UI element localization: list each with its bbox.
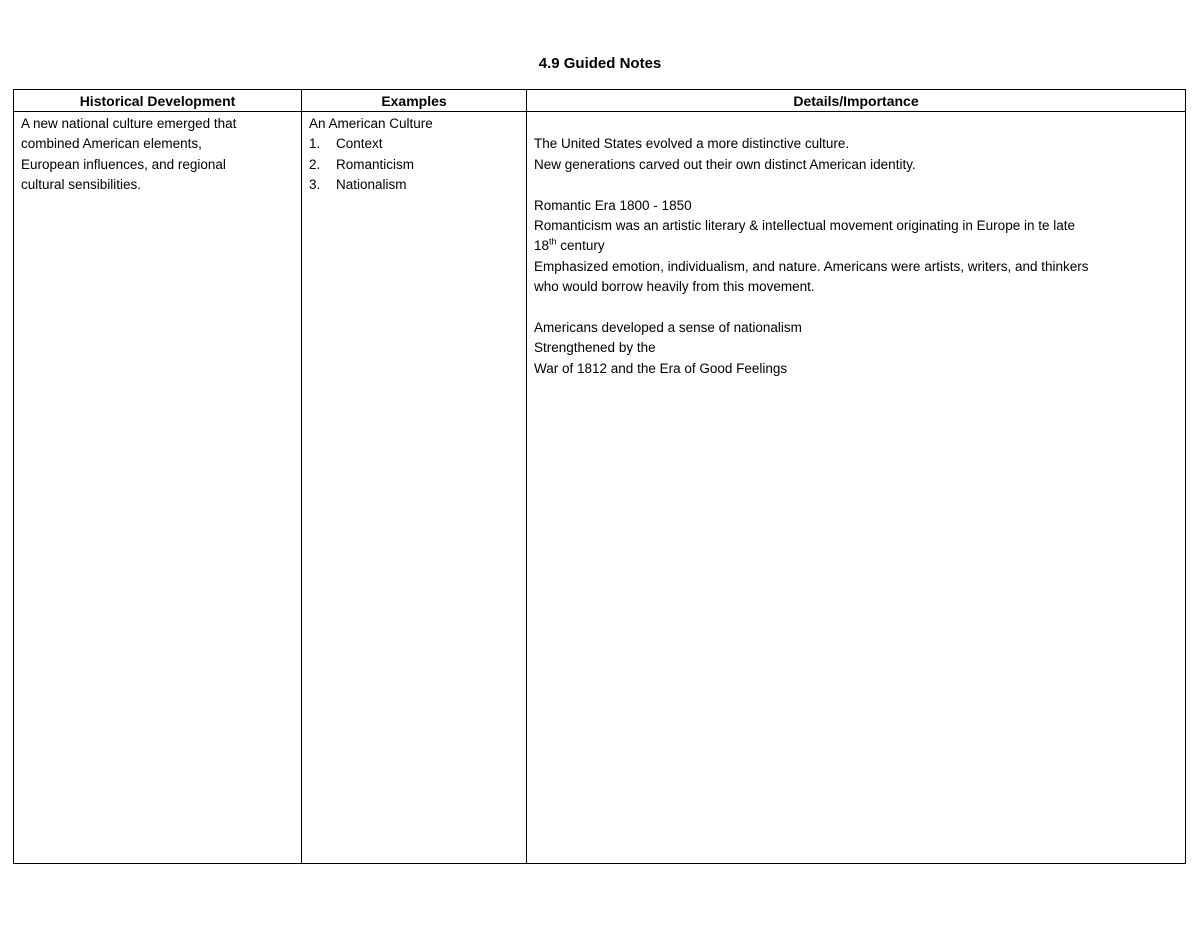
text-line: European influences, and regional [21,156,226,172]
text-line: Strengthened by the [534,340,656,356]
century-word: century [556,238,605,254]
list-text: Context [336,136,383,152]
guided-notes-table [13,89,1186,864]
text-line: Emphasized emotion, individualism, and nature. Americans were artists, writers, and thinkers [534,258,1089,274]
list-item [309,134,519,154]
list-text: Nationalism [336,177,407,193]
details-cell [527,112,1185,381]
header-historical-development: Historical Development [14,90,301,112]
text-line: A new national culture emerged that [21,116,237,131]
examples-heading: An American Culture [309,116,433,131]
header-details-importance: Details/Importance [527,90,1185,112]
text-line: Americans developed a sense of nationalism [534,320,802,336]
list-number: 1. [309,136,321,152]
list-item [309,155,519,175]
list-text: Romanticism [336,156,415,172]
list-number: 3. [309,177,321,193]
text-line: combined American elements, [21,136,202,152]
column-examples [302,90,527,863]
historical-development-cell [14,112,301,198]
list-item [309,175,519,195]
column-details-importance [527,90,1185,863]
text-line: Romanticism was an artistic literary & intellectual movement originating in Europe in te late [534,218,1075,233]
text-line: War of 1812 and the Era of Good Feelings [534,360,788,376]
column-historical-development [14,90,302,863]
text-line [534,236,1178,256]
century-number: 18 [534,238,550,254]
text-line: The United States evolved a more distinctive culture. [534,136,850,152]
century-superscript: th [549,236,557,247]
header-examples: Examples [302,90,526,112]
examples-cell [302,112,526,198]
text-line: Romantic Era 1800 - 1850 [534,197,692,213]
text-line: who would borrow heavily from this movement. [534,279,815,295]
page-title: 4.9 Guided Notes [538,55,662,72]
text-line: cultural sensibilities. [21,177,142,193]
list-number: 2. [309,156,321,172]
text-line: New generations carved out their own distinct American identity. [534,156,916,172]
